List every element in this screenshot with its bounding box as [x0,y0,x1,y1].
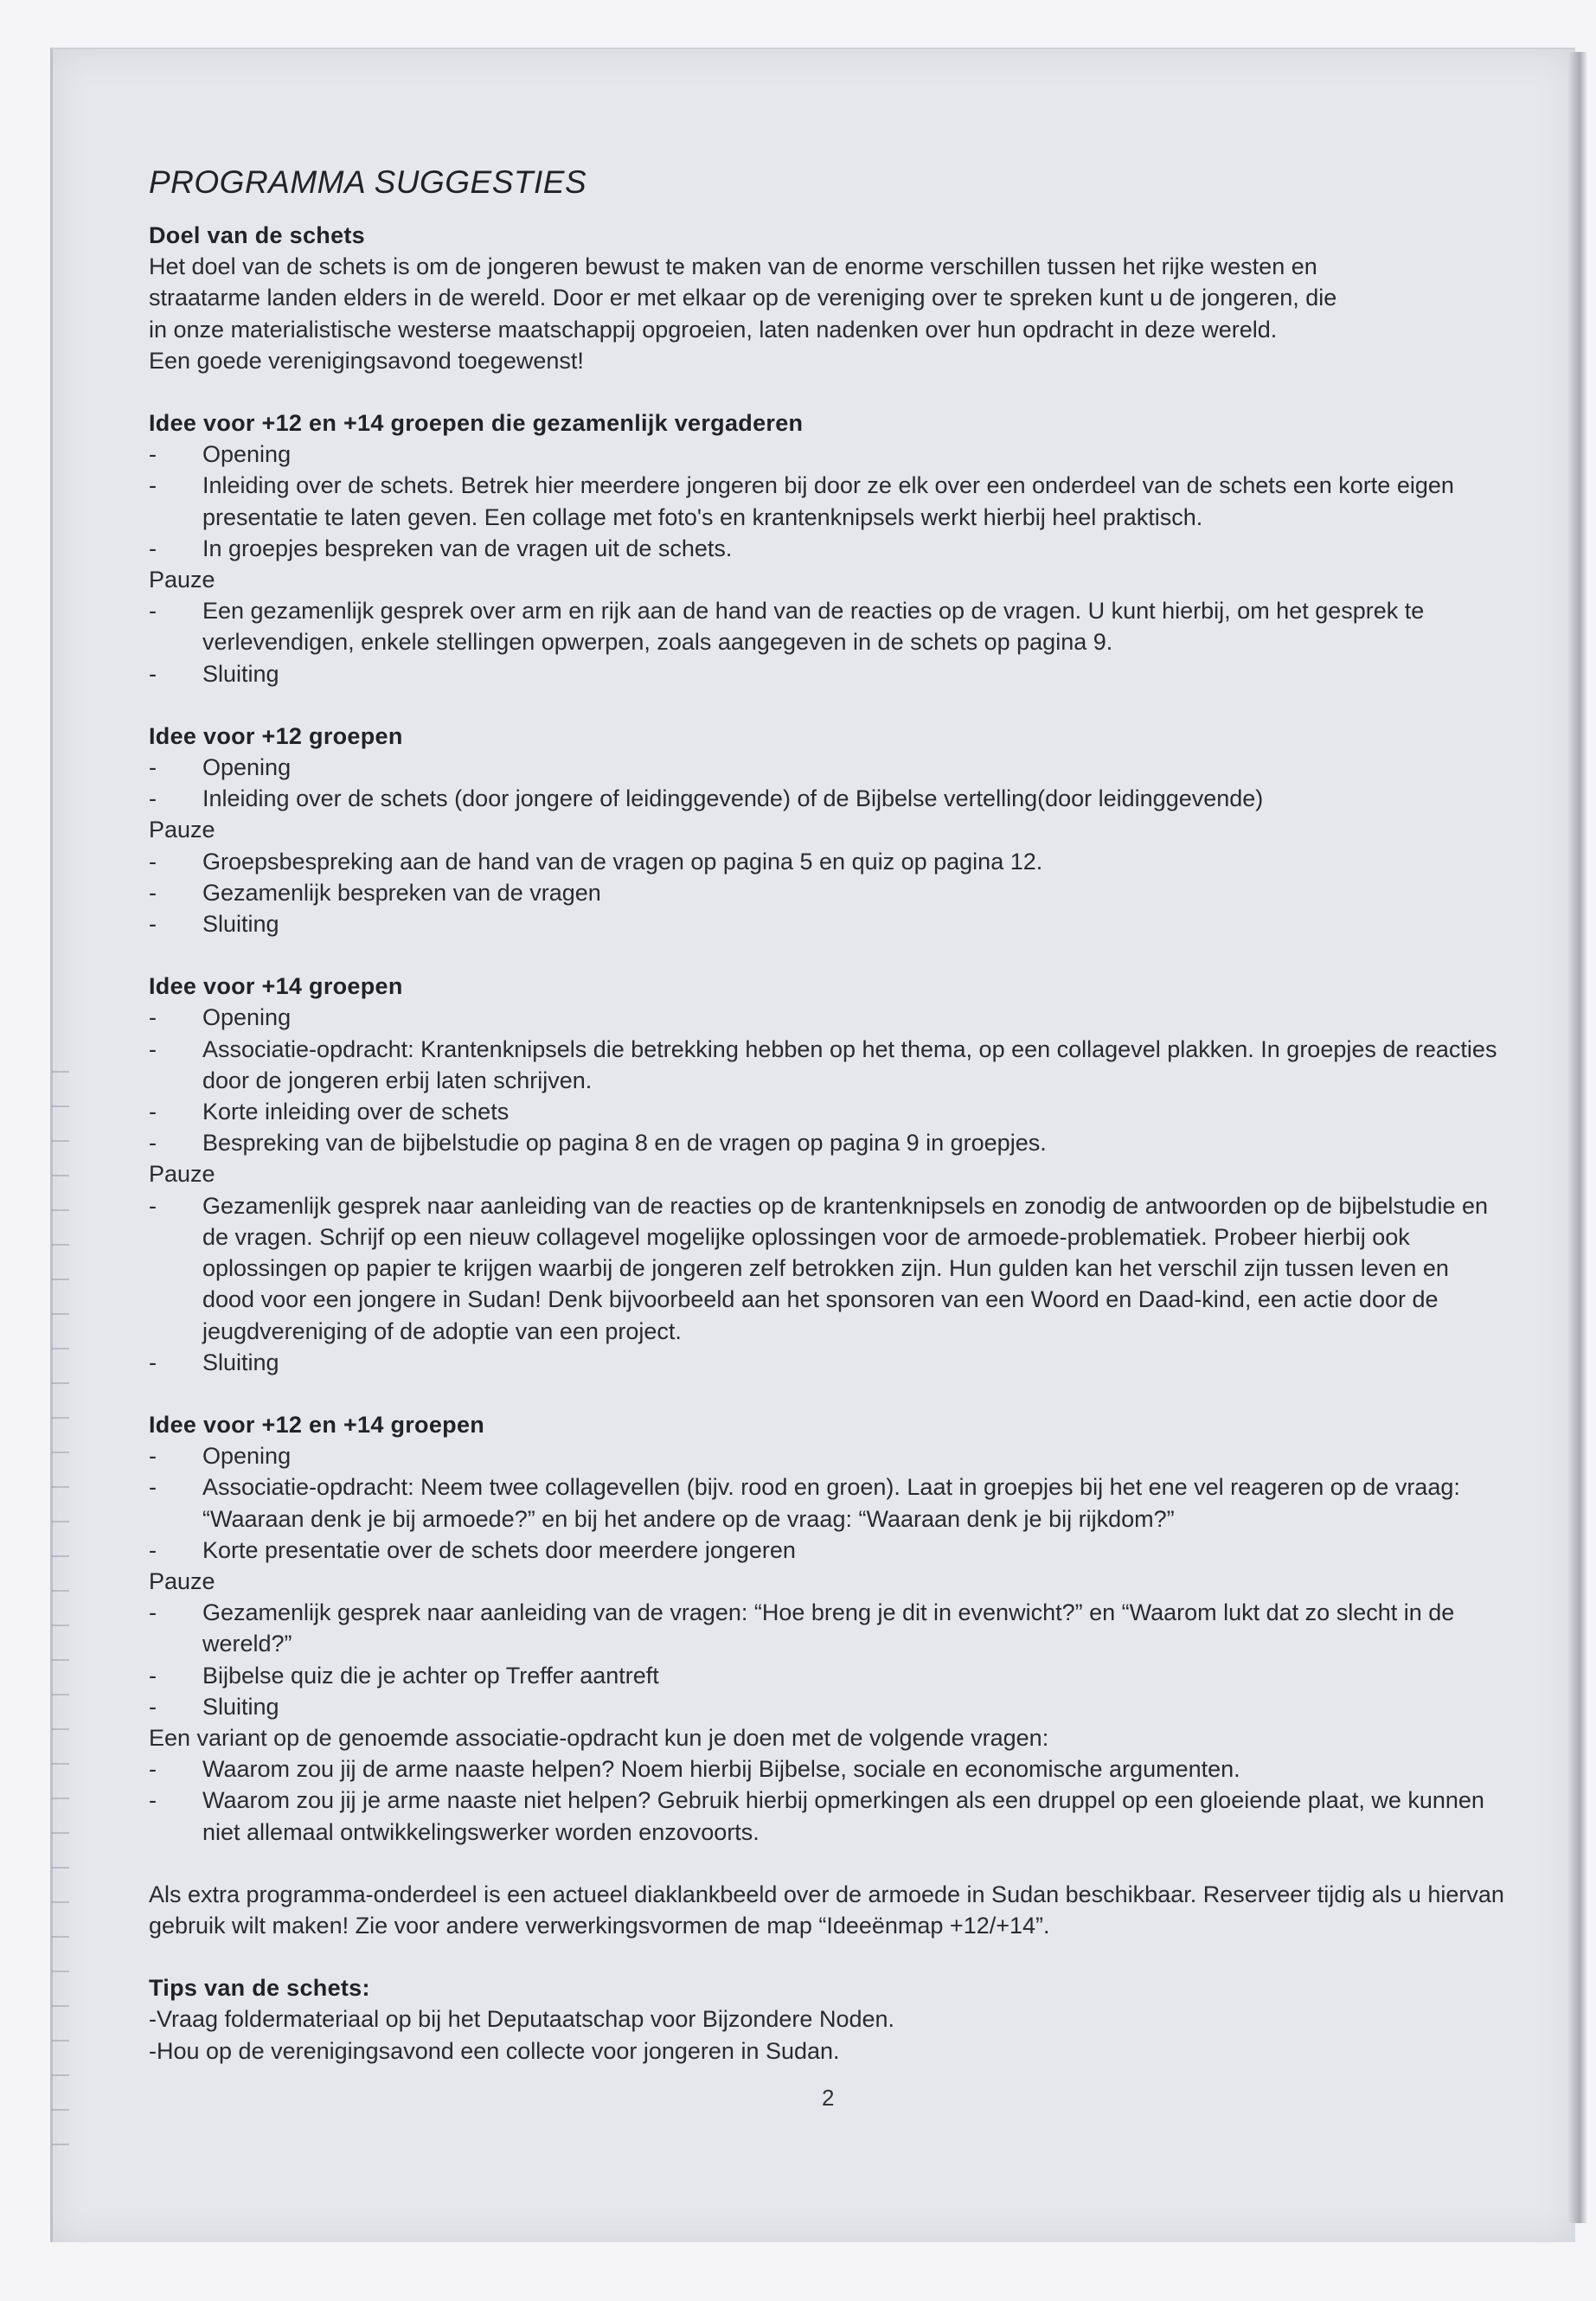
list-item [149,877,1507,908]
bullet-dash: - [149,879,157,906]
list-item [149,1096,1507,1127]
bullet-dash: - [149,848,157,875]
list-item-text: Opening [202,754,292,781]
list-item [149,658,1507,689]
list-item [149,595,1507,657]
bullet-dash: - [149,1536,157,1563]
variant-text: Een variant op de genoemde associatie-opdracht kun je doen met de volgende vragen: [149,1724,1049,1751]
bullet-dash: - [149,660,157,687]
bullet-dash: - [149,1192,157,1219]
list-item [149,439,1507,470]
list-item-text: Sluiting [202,911,279,938]
bullet-dash: - [149,754,157,781]
list-item-text: Korte presentatie over de schets door meerdere jongeren [202,1536,796,1563]
bullet-dash: - [149,1693,157,1720]
bullet-dash: - [149,1756,157,1783]
page-edge [1568,52,1587,2223]
bullet-dash: - [149,441,157,468]
tips-section [149,1972,1507,2067]
extra-section [149,1879,1507,1941]
list-item-text: Inleiding over de schets (door jongere of leidinggevende) of de Bijbelse vertelling(door leidinggevende) [202,785,1264,812]
section-heading: Idee voor +14 groepen [149,973,403,1000]
list-item [149,1034,1507,1096]
list-item [149,1785,1507,1847]
list-item [149,1471,1507,1534]
pause-label: Pauze [149,1567,215,1594]
list-item-text: Inleiding over de schets. Betrek hier meerdere jongeren bij door ze elk over een onderdeel van de schets een korte eigen presentatie te laten geven. Een collage met foto's en krantenknipsels werkt hierbij heel praktisch. [202,472,1454,530]
intro-line: Het doel van de schets is om de jongeren bewust te maken van de enorme verschillen tussen het rijke westen en [149,253,1317,280]
list-item-text: Bijbelse quiz die je achter op Treffer aantreft [202,1662,659,1689]
list-item [149,1660,1507,1691]
list-item-text: Opening [202,441,292,468]
list-item [149,783,1507,814]
tip-line: -Vraag foldermateriaal op bij het Deputaatschap voor Bijzondere Noden. [149,2006,895,2033]
bullet-dash: - [149,1662,157,1689]
list-item [149,1127,1507,1158]
binding-marks [52,1038,69,2163]
intro-line: Een goede verenigingsavond toegewenst! [149,347,584,374]
intro-section [149,220,1507,376]
page-number: 2 [822,2085,835,2111]
list-item-text: In groepjes bespreken van de vragen uit de schets. [202,535,733,561]
list-item-text: Associatie-opdracht: Krantenknipsels die betrekking hebben op het thema, op een collagevel plakken. In groepjes de reacties door de jongeren erbij laten schrijven. [202,1035,1497,1093]
pause-label: Pauze [149,817,215,843]
bullet-dash: - [149,1443,157,1470]
list-item [149,908,1507,939]
section-plus12-plus14 [149,1409,1507,1848]
pause-label: Pauze [149,1161,215,1188]
intro-line: in onze materialistische westerse maatschappij opgroeien, laten nadenken over hun opdracht in deze wereld. [149,316,1278,343]
list-item [149,846,1507,877]
section-heading: Idee voor +12 groepen [149,722,403,749]
intro-line: straatarme landen elders in de wereld. Door er met elkaar op de vereniging over te spreken kunt u de jongeren, die [149,285,1337,311]
list-item-text: Opening [202,1443,292,1470]
tip-line: -Hou op de verenigingsavond een collecte voor jongeren in Sudan. [149,2037,840,2064]
list-item [149,1753,1507,1785]
list-item [149,752,1507,783]
tips-heading: Tips van de schets: [149,1975,370,2002]
bullet-dash: - [149,1787,157,1814]
section-joint-meeting [149,407,1507,689]
list-item [149,1190,1507,1347]
section-plus12 [149,721,1507,939]
bullet-dash: - [149,1130,157,1157]
list-item [149,1002,1507,1033]
bullet-dash: - [149,535,157,561]
section-plus14 [149,971,1507,1378]
list-item-text: Sluiting [202,1693,279,1720]
list-item-text: Gezamenlijk gesprek naar aanleiding van de reacties op de krantenknipsels en zonodig de antwoorden op de bijbelstudie en de vragen. Schrijf op een nieuw collagevel mogelijke oplossingen voor de armoede-problematiek. Probeer hierbij ook oplossingen op papier te krijgen waarbij de jongeren zelf betrokken zijn. Hun gulden kan het verschil zijn tussen leven en dood voor een jongere in Sudan! Denk bijvoorbeeld aan het sponsoren van een Woord en Daad-kind, een actie door de jeugdvereniging of de adoptie van een project. [202,1192,1488,1344]
list-item-text: Korte inleiding over de schets [202,1099,510,1125]
list-item [149,470,1507,532]
page-title: PROGRAMMA SUGGESTIES [149,164,587,200]
bullet-dash: - [149,1474,157,1501]
bullet-dash: - [149,1099,157,1125]
list-item [149,1347,1507,1378]
list-item-text: Opening [202,1004,292,1031]
list-item-text: Waarom zou jij de arme naaste helpen? Noem hierbij Bijbelse, sociale en economische argumenten. [202,1756,1240,1783]
extra-paragraph: Als extra programma-onderdeel is een actueel diaklankbeeld over de armoede in Sudan beschikbaar. Reserveer tijdig als u hiervan gebruik wilt maken! Zie voor andere verwerkingsvormen de map “Ideeënmap +12/+14”. [149,1881,1504,1939]
list-item [149,1691,1507,1722]
intro-heading: Doel van de schets [149,222,365,248]
list-item [149,1535,1507,1566]
list-item-text: Gezamenlijk bespreken van de vragen [202,879,601,906]
list-item-text: Een gezamenlijk gesprek over arm en rijk aan de hand van de reacties op de vragen. U kunt hierbij, om het gesprek te verlevendigen, enkele stellingen opwerpen, zoals aangegeven in de schets op pagina 9. [202,598,1425,656]
list-item-text: Sluiting [202,1349,279,1375]
list-item-text: Groepsbespreking aan de hand van de vragen op pagina 5 en quiz op pagina 12. [202,848,1043,875]
list-item-text: Gezamenlijk gesprek naar aanleiding van de vragen: “Hoe breng je dit in evenwicht?” en “Waarom lukt dat zo slecht in de wereld?” [202,1599,1455,1657]
bullet-dash: - [149,472,157,499]
pause-label: Pauze [149,567,215,593]
list-item-text: Associatie-opdracht: Neem twee collagevellen (bijv. rood en groen). Laat in groepjes bij het ene vel reageren op de vraag: “Waaraan denk je bij armoede?” en bij het andere op de vraag: “Waaraan denk je bij rijkdom?” [202,1474,1460,1532]
document-content [149,164,1507,2067]
bullet-dash: - [149,1004,157,1031]
list-item-text: Waarom zou jij je arme naaste niet helpen? Gebruik hierbij opmerkingen als een druppel op een gloeiende plaat, we kunnen niet allemaal ontwikkelingswerker worden enzovoorts. [202,1787,1484,1845]
section-heading: Idee voor +12 en +14 groepen die gezamenlijk vergaderen [149,410,804,437]
bullet-dash: - [149,598,157,625]
bullet-dash: - [149,1599,157,1626]
list-item [149,1440,1507,1471]
section-heading: Idee voor +12 en +14 groepen [149,1411,485,1438]
bullet-dash: - [149,1349,157,1375]
bullet-dash: - [149,785,157,812]
bullet-dash: - [149,911,157,938]
bullet-dash: - [149,1035,157,1062]
list-item-text: Sluiting [202,660,279,687]
list-item-text: Bespreking van de bijbelstudie op pagina 8 en de vragen op pagina 9 in groepjes. [202,1130,1047,1157]
list-item [149,533,1507,564]
list-item [149,1597,1507,1659]
